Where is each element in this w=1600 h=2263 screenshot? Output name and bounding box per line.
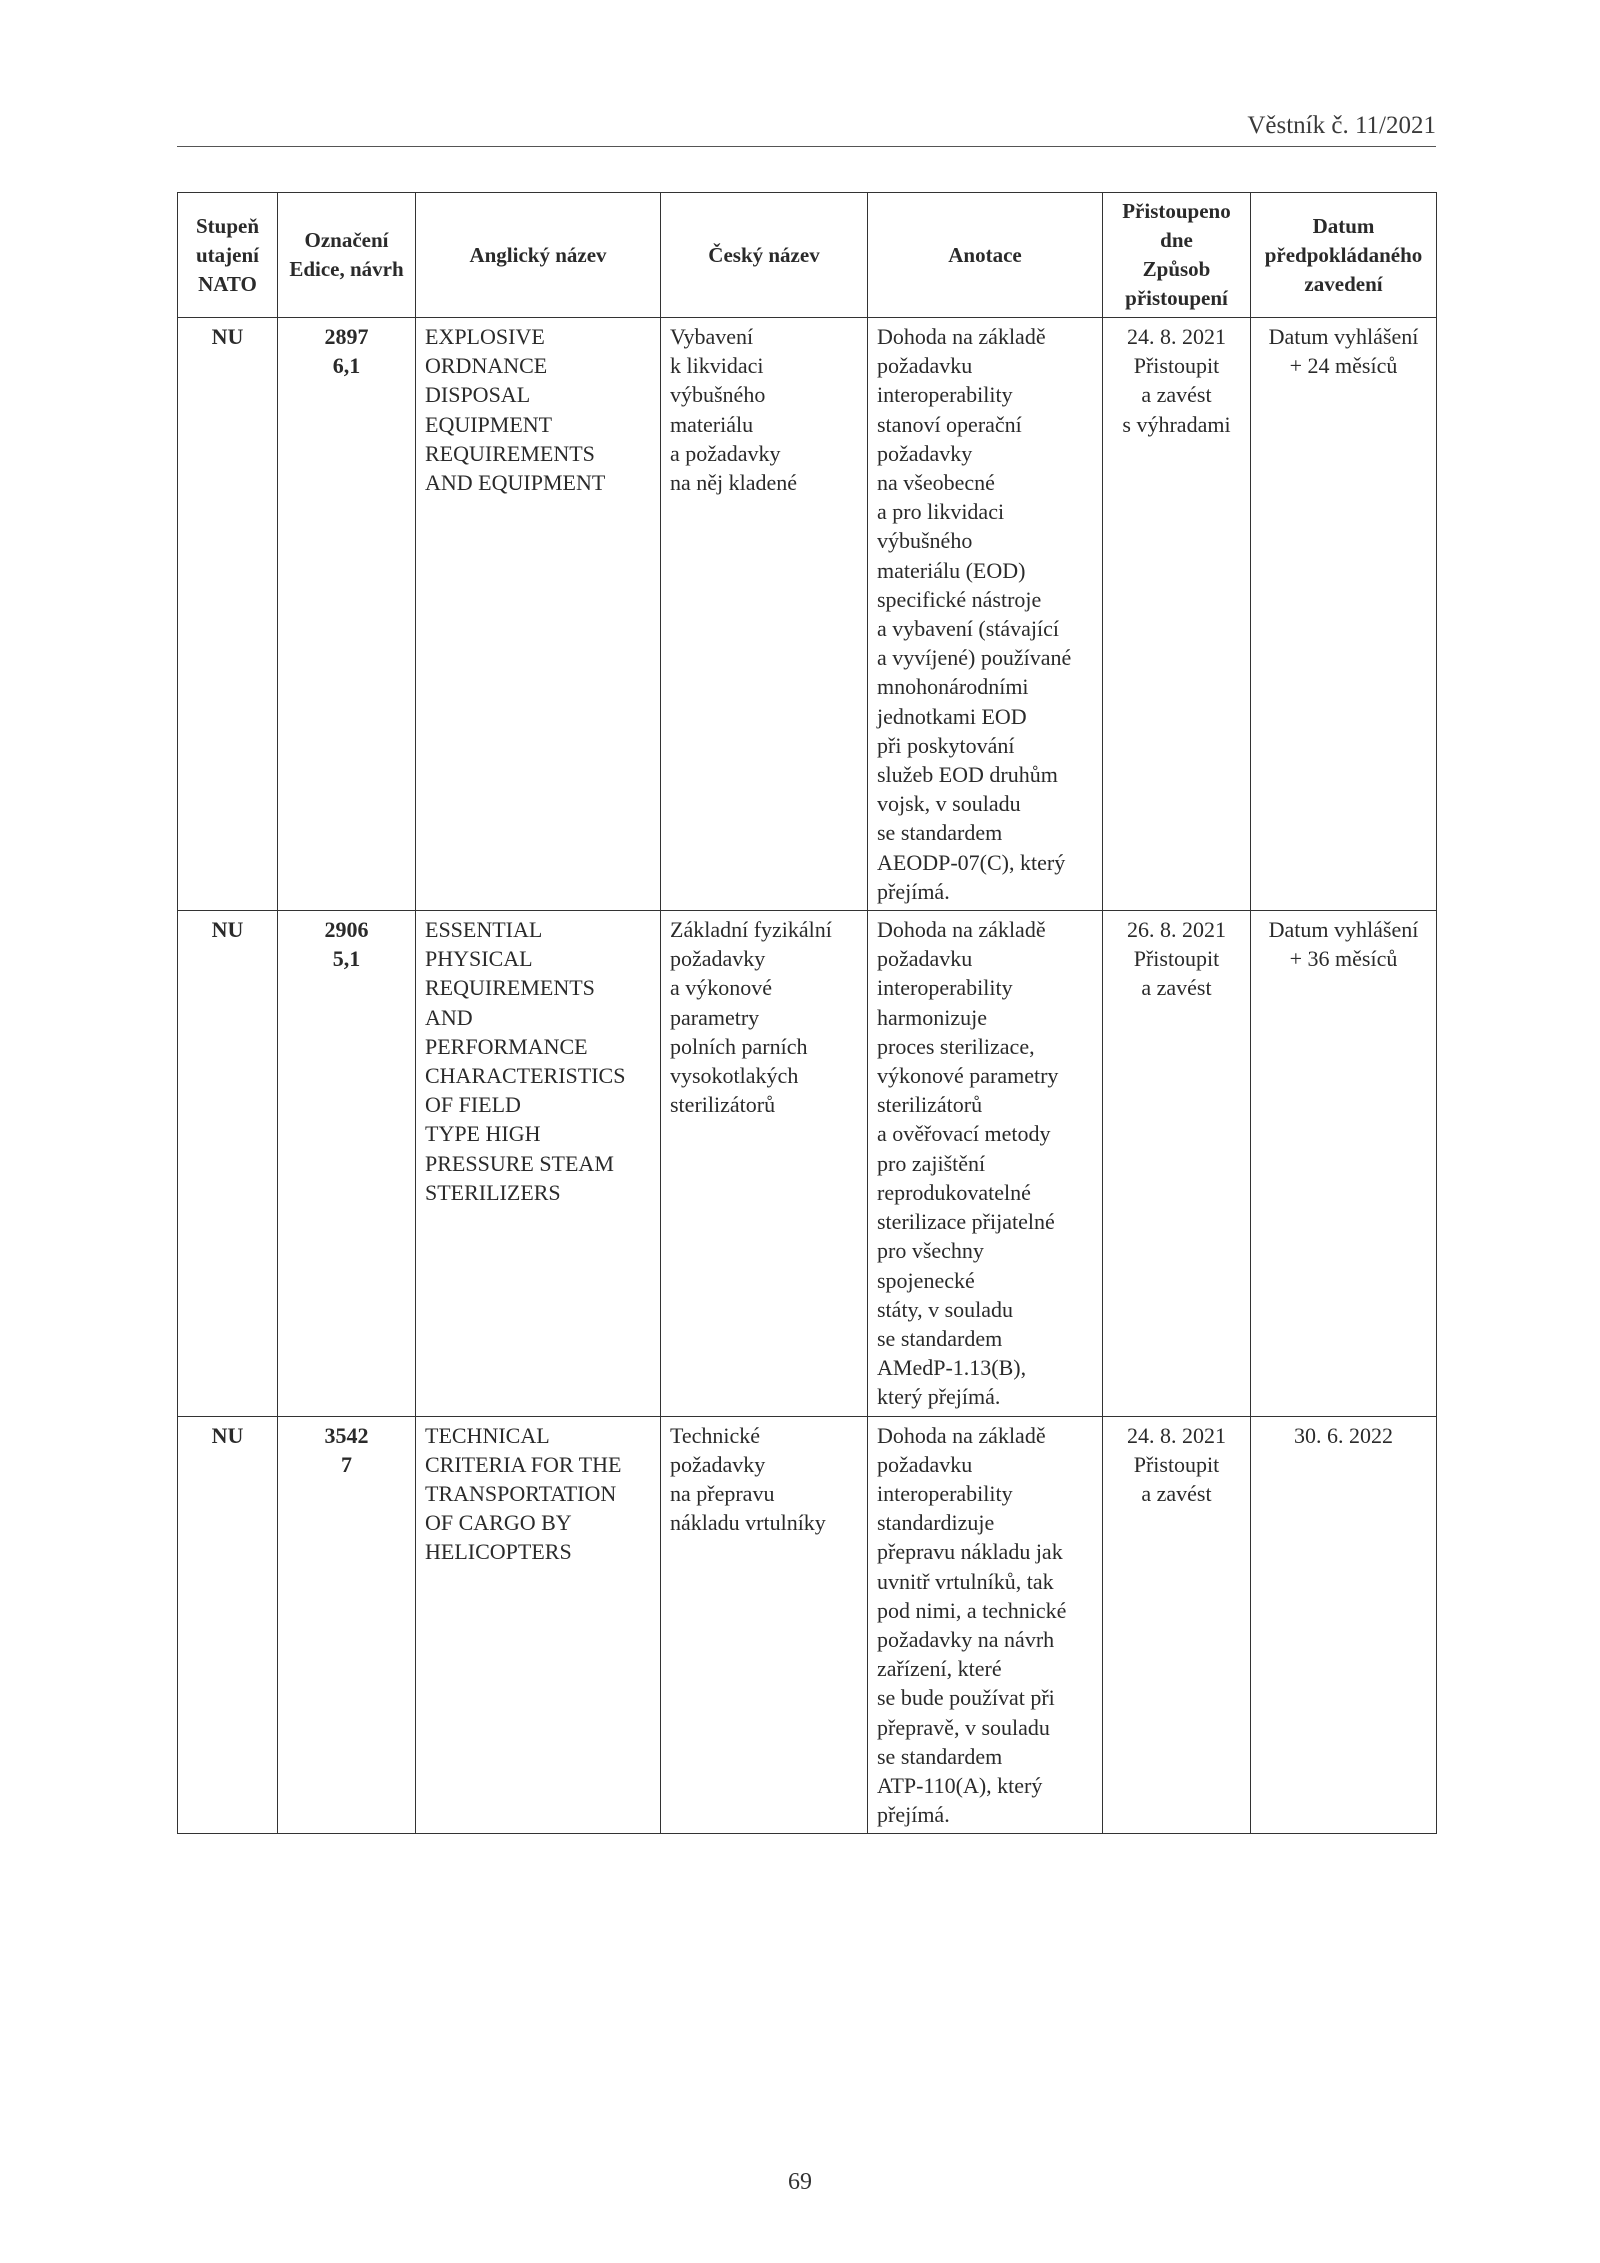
cell-stupen: NU xyxy=(178,1416,278,1834)
cell-oznaceni: 3542 7 xyxy=(278,1416,416,1834)
page-header-title: Věstník č. 11/2021 xyxy=(1247,112,1436,139)
header-divider xyxy=(177,146,1436,147)
standards-table xyxy=(177,192,1437,1834)
cell-stupen: NU xyxy=(178,318,278,911)
cell-cesky-nazev: Vybavení k likvidaci výbušného materiálu a požadavky na něj kladené xyxy=(661,318,868,911)
cell-pristoupeno: 24. 8. 2021 Přistoupit a zavést s výhradami xyxy=(1103,318,1251,911)
cell-cesky-nazev: Technické požadavky na přepravu nákladu vrtulníky xyxy=(661,1416,868,1834)
cell-anotace: Dohoda na základě požadavku interoperability stanoví operační požadavky na všeobecné a pro likvidaci výbušného materiálu (EOD) specifické nástroje a vybavení (stávající a vyvíjené) používané mnohonárodními jednotkami EOD při poskytování služeb EOD druhům vojsk, v souladu se standardem AEODP-07(C), který přejímá. xyxy=(868,318,1103,911)
cell-anotace: Dohoda na základě požadavku interoperability harmonizuje proces sterilizace, výkonové parametry sterilizátorů a ověřovací metody pro zajištění reprodukovatelné sterilizace přijatelné pro všechny spojenecké státy, v souladu se standardem AMedP-1.13(B), který přejímá. xyxy=(868,911,1103,1416)
cell-cesky-nazev: Základní fyzikální požadavky a výkonové parametry polních parních vysokotlakých sterilizátorů xyxy=(661,911,868,1416)
cell-stupen: NU xyxy=(178,911,278,1416)
cell-datum-zavedeni: Datum vyhlášení + 36 měsíců xyxy=(1251,911,1437,1416)
column-header-datum-zavedeni: Datum předpokládaného zavedení xyxy=(1251,193,1437,318)
column-header-pristoupeno: Přistoupeno dne Způsob přistoupení xyxy=(1103,193,1251,318)
table-row xyxy=(178,1416,1437,1834)
cell-anglicky-nazev: ESSENTIAL PHYSICAL REQUIREMENTS AND PERFORMANCE CHARACTERISTICS OF FIELD TYPE HIGH PRESSURE STEAM STERILIZERS xyxy=(416,911,661,1416)
column-header-stupen: Stupeň utajení NATO xyxy=(178,193,278,318)
table-header-row xyxy=(178,193,1437,318)
cell-pristoupeno: 26. 8. 2021 Přistoupit a zavést xyxy=(1103,911,1251,1416)
page-number: 69 xyxy=(788,2169,812,2195)
cell-oznaceni: 2897 6,1 xyxy=(278,318,416,911)
column-header-anotace: Anotace xyxy=(868,193,1103,318)
cell-anglicky-nazev: EXPLOSIVE ORDNANCE DISPOSAL EQUIPMENT REQUIREMENTS AND EQUIPMENT xyxy=(416,318,661,911)
column-header-oznaceni: Označení Edice, návrh xyxy=(278,193,416,318)
table-row xyxy=(178,318,1437,911)
cell-anglicky-nazev: TECHNICAL CRITERIA FOR THE TRANSPORTATION OF CARGO BY HELICOPTERS xyxy=(416,1416,661,1834)
cell-pristoupeno: 24. 8. 2021 Přistoupit a zavést xyxy=(1103,1416,1251,1834)
cell-datum-zavedeni: Datum vyhlášení + 24 měsíců xyxy=(1251,318,1437,911)
cell-datum-zavedeni: 30. 6. 2022 xyxy=(1251,1416,1437,1834)
cell-oznaceni: 2906 5,1 xyxy=(278,911,416,1416)
cell-anotace: Dohoda na základě požadavku interoperability standardizuje přepravu nákladu jak uvnitř vrtulníků, tak pod nimi, a technické požadavky na návrh zařízení, které se bude používat při přepravě, v souladu se standardem ATP-110(A), který přejímá. xyxy=(868,1416,1103,1834)
column-header-anglicky-nazev: Anglický název xyxy=(416,193,661,318)
column-header-cesky-nazev: Český název xyxy=(661,193,868,318)
table-row xyxy=(178,911,1437,1416)
